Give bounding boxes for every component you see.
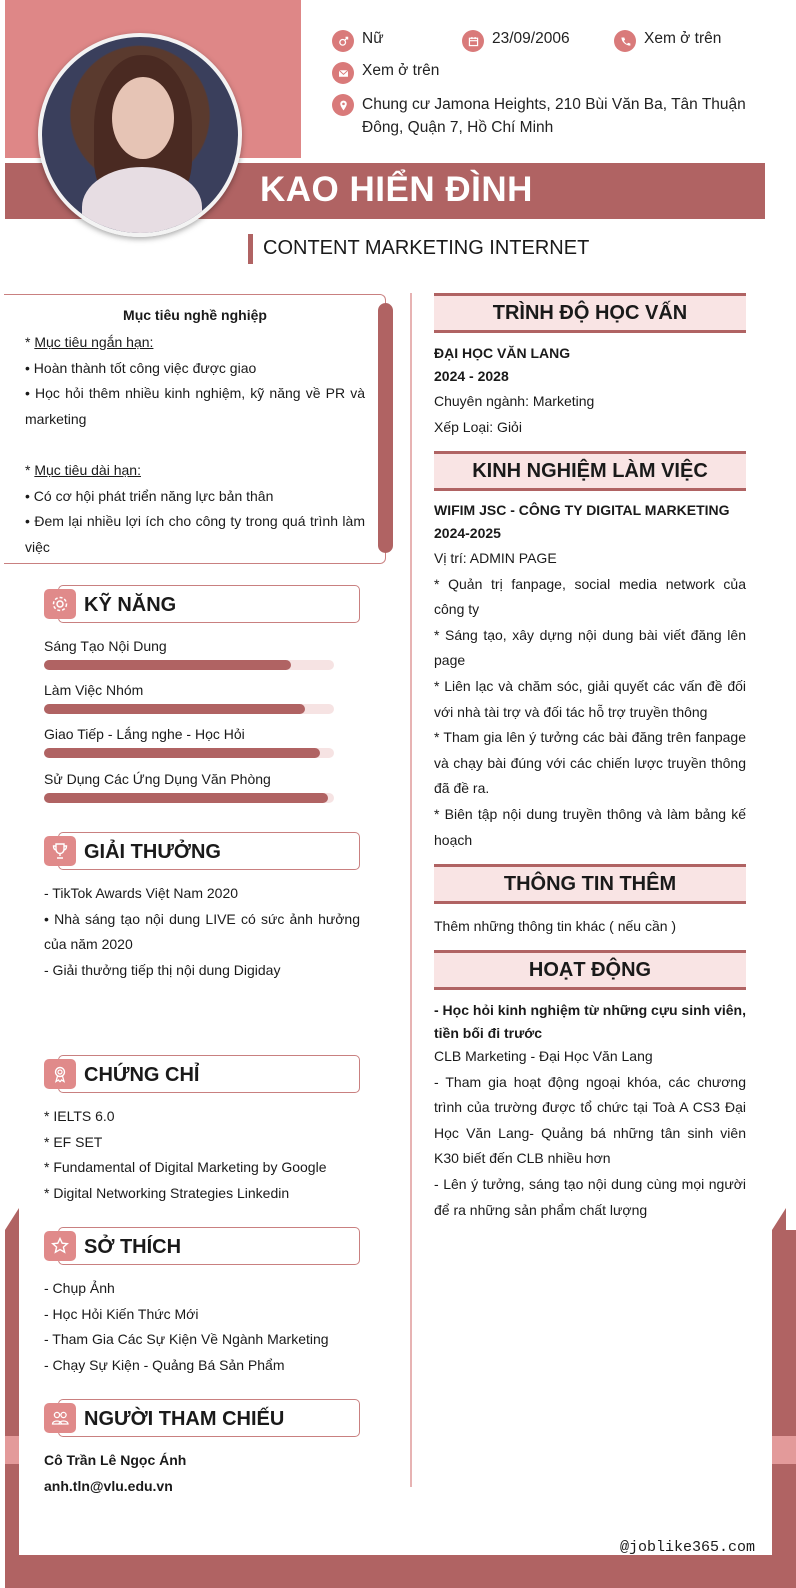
certificates-header	[44, 1055, 360, 1093]
avatar	[38, 33, 242, 237]
right-frame-bar	[772, 1230, 796, 1588]
hobby-line: - Tham Gia Các Sự Kiện Về Ngành Marketing	[44, 1331, 329, 1348]
hobbies-list	[44, 1276, 360, 1378]
skill-bar-fill	[44, 704, 305, 714]
gear-icon	[44, 589, 76, 619]
long-term-item: • Có cơ hội phát triển năng lực bản thân	[25, 487, 274, 504]
skill-bar	[44, 748, 334, 758]
education-rank: Xếp Loại: Giỏi	[434, 418, 522, 435]
skills-title: KỸ NĂNG	[84, 594, 177, 616]
hobby-line: - Chụp Ảnh	[44, 1280, 115, 1296]
hobbies-header	[44, 1227, 360, 1265]
gender-icon	[332, 30, 354, 52]
right-frame-accent	[772, 1436, 796, 1464]
reference-email[interactable]: anh.tln@vlu.edu.vn	[44, 1478, 173, 1494]
extra-info-text: Thêm những thông tin khác ( nếu cần )	[434, 918, 677, 934]
extra-info-title: THÔNG TIN THÊM	[503, 873, 677, 895]
activities-header	[434, 950, 746, 990]
education-block	[434, 342, 746, 388]
candidate-name: KAO HIỂN ĐÌNH	[260, 170, 533, 209]
left-frame-bar	[5, 1230, 19, 1588]
email-text: Xem ở trên	[362, 62, 440, 79]
skill-bar	[44, 793, 334, 803]
experience-details	[434, 546, 746, 853]
short-term-label: * Mục tiêu ngắn hạn:	[25, 334, 154, 350]
education-major: Chuyên ngành: Marketing	[434, 393, 595, 409]
experience-title: KINH NGHIỆM LÀM VIỆC	[472, 460, 708, 482]
skill-bar-fill	[44, 793, 328, 803]
column-divider	[410, 293, 412, 1487]
skills-header	[44, 585, 360, 623]
gender-text: Nữ	[362, 30, 384, 47]
extra-info-header	[434, 864, 746, 904]
education-details	[434, 389, 746, 440]
long-term-label: * Mục tiêu dài hạn:	[25, 461, 141, 478]
contact-address	[332, 93, 752, 139]
experience-duty: * Biên tập nội dung truyền thông và làm bảng kế hoạch	[434, 805, 746, 848]
skill-bar-fill	[44, 660, 291, 670]
award-line: • Nhà sáng tạo nội dung LIVE có sức ảnh hưởng của năm 2020	[44, 910, 360, 953]
experience-header	[434, 451, 746, 491]
activity-line: - Lên ý tưởng, sáng tạo nội dung cùng mọi người để ra những sản phẩm chất lượng	[434, 1175, 746, 1218]
job-title-marker	[248, 234, 253, 264]
experience-duty: * Sáng tạo, xây dựng nội dung bài viết đăng lên page	[434, 626, 746, 669]
short-term-item: • Học hỏi thêm nhiều kinh nghiệm, kỹ năng về PR và marketing	[25, 385, 365, 427]
skill-bar	[44, 704, 334, 714]
location-pin-icon	[332, 94, 354, 116]
contact-email	[332, 62, 439, 84]
contact-gender	[332, 30, 384, 52]
people-icon	[44, 1403, 76, 1433]
awards-title: GIẢI THƯỞNG	[84, 841, 221, 863]
left-frame-corner	[5, 1208, 19, 1230]
job-title: CONTENT MARKETING INTERNET	[263, 237, 590, 259]
education-years: 2024 - 2028	[434, 368, 509, 384]
medal-icon	[44, 1059, 76, 1089]
phone-text: Xem ở trên	[644, 30, 722, 47]
bottom-bar	[5, 1555, 796, 1588]
certificate-line: * Fundamental of Digital Marketing by Google	[44, 1159, 327, 1176]
awards-list	[44, 881, 360, 983]
skill-bar-fill	[44, 748, 320, 758]
skill-bar	[44, 660, 334, 670]
birthday-text: 23/09/2006	[492, 30, 570, 47]
education-header	[434, 293, 746, 333]
certificates-list	[44, 1104, 360, 1206]
left-frame-accent	[5, 1436, 19, 1464]
mail-icon	[332, 62, 354, 84]
activity-line: - Tham gia hoạt động ngoại khóa, các chương trình của trường được tổ chức tại Toà A CS3 Đại Học Văn Lang- Quảng bá những tân sinh viên K30 biết đến CLB nhiều hơn	[434, 1073, 746, 1167]
footer-watermark: @joblike365.com	[620, 1539, 756, 1556]
hobbies-title: SỞ THÍCH	[84, 1236, 182, 1258]
experience-duty: * Tham gia lên ý tưởng các bài đăng trên fanpage và chạy bài đúng với các chiến lược truyền thông đã đề ra.	[434, 729, 746, 797]
activities-club: CLB Marketing - Đại Học Văn Lang	[434, 1048, 653, 1064]
certificate-line: * EF SET	[44, 1133, 103, 1150]
star-icon	[44, 1231, 76, 1261]
contact-birthday	[462, 30, 570, 52]
activities-title: HOẠT ĐỘNG	[528, 959, 652, 981]
education-school: ĐẠI HỌC VĂN LANG	[434, 345, 571, 361]
hobby-line: - Học Hỏi Kiến Thức Mới	[44, 1305, 199, 1322]
long-term-item: • Đem lại nhiều lợi ích cho công ty trong quá trình làm việc	[25, 513, 365, 555]
certificate-line: * IELTS 6.0	[44, 1108, 115, 1124]
skill-label: Sáng Tạo Nội Dung	[44, 638, 167, 654]
activities-details	[434, 1044, 746, 1223]
references-header	[44, 1399, 360, 1437]
experience-company-block	[434, 499, 746, 545]
award-line: - TikTok Awards Việt Nam 2020	[44, 885, 239, 901]
experience-position: Vị trí: ADMIN PAGE	[434, 550, 557, 566]
education-title: TRÌNH ĐỘ HỌC VẤN	[492, 302, 688, 324]
skill-label: Làm Việc Nhóm	[44, 682, 144, 698]
objective-text	[25, 330, 365, 560]
activities-headline: - Học hỏi kinh nghiệm từ những cựu sinh viên, tiền bối đi trước	[434, 1002, 746, 1041]
hobby-line: - Chạy Sự Kiện - Quảng Bá Sản Phẩm	[44, 1356, 285, 1373]
experience-duty: * Quản trị fanpage, social media network của công ty	[434, 575, 746, 618]
references-title: NGƯỜI THAM CHIẾU	[84, 1408, 285, 1430]
experience-company: WIFIM JSC - CÔNG TY DIGITAL MARKETING	[434, 502, 730, 518]
experience-duty: * Liên lạc và chăm sóc, giải quyết các vấn đề đối với nhà tài trợ và đối tác hỗ trợ truyền thông	[434, 677, 746, 720]
right-frame-corner	[772, 1208, 786, 1230]
awards-header	[44, 832, 360, 870]
skill-label: Giao Tiếp - Lắng nghe - Học Hỏi	[44, 726, 245, 742]
short-term-item: • Hoàn thành tốt công việc được giao	[25, 359, 257, 376]
contact-phone	[614, 30, 721, 52]
reference-name: Cô Trần Lê Ngọc Ánh	[44, 1452, 187, 1468]
award-line: - Giải thưởng tiếp thị nội dung Digiday	[44, 961, 281, 978]
objective-scrollbar[interactable]	[378, 303, 393, 553]
objective-title: Mục tiêu nghề nghiệp	[123, 307, 267, 323]
certificate-line: * Digital Networking Strategies Linkedin	[44, 1184, 290, 1201]
address-text: Chung cư Jamona Heights, 210 Bùi Văn Ba, Tân Thuận Đông, Quận 7, Hồ Chí Minh	[362, 96, 746, 136]
trophy-icon	[44, 836, 76, 866]
experience-years: 2024-2025	[434, 525, 501, 541]
phone-icon	[614, 30, 636, 52]
certificates-title: CHỨNG CHỈ	[84, 1064, 200, 1086]
skill-label: Sử Dụng Các Ứng Dụng Văn Phòng	[44, 771, 271, 787]
calendar-icon	[462, 30, 484, 52]
